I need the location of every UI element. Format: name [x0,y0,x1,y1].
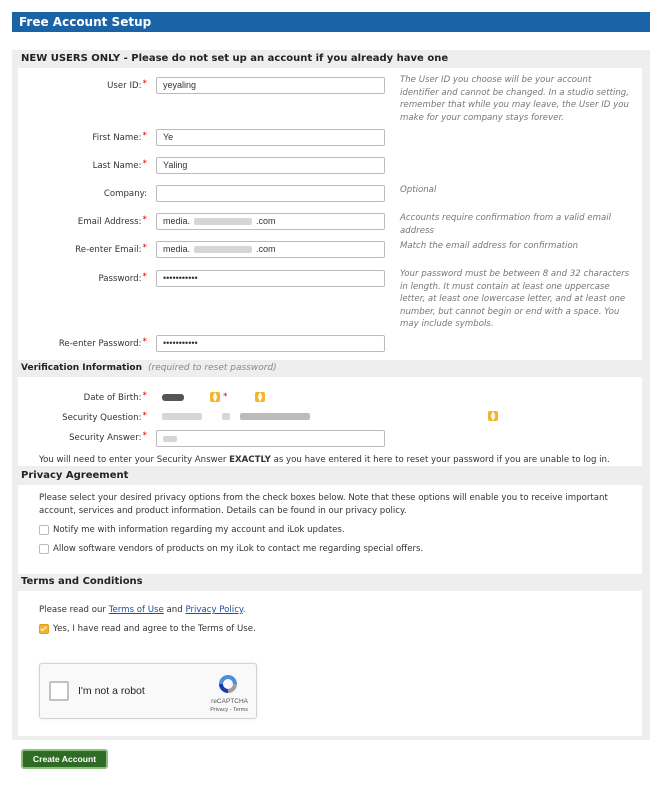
account-setup-page [12,12,650,780]
password-label: Password:* [98,272,147,284]
agree-terms-checkbox[interactable] [39,624,49,634]
user-id-label: User ID:* [107,79,147,91]
privacy-text: Please select your desired privacy options from the check boxes below. Note that these options will enable you to receive important account, services and product information. Details can be found in our privacy policy. [39,493,608,516]
vendor-offers-label[interactable]: Allow software vendors of products on my iLok to contact me regarding special offers. [53,544,424,554]
recaptcha-widget [39,663,257,719]
create-account-button[interactable]: Create Account [21,749,108,769]
redacted-text [240,413,310,420]
company-input[interactable] [156,185,385,202]
email-hint: Accounts require confirmation from a valid email address [400,213,611,236]
security-answer-input[interactable] [156,430,385,447]
security-answer-label: Security Answer:* [69,431,147,443]
terms-read-text: Please read our Terms of Use and Privacy Policy. [39,605,246,615]
user-id-hint: The User ID you choose will be your account identifier and cannot be changed. In a studio setting, remember that while you may leave, the User ID you make for your company stays forever. [400,75,629,123]
password-confirm-input[interactable]: ••••••••••• [156,335,385,352]
company-label: Company: [103,189,147,199]
verification-heading: Verification Information (required to reset password) [21,363,277,373]
email-confirm-value-start: media. [163,244,191,254]
email-input[interactable] [156,213,385,230]
recaptcha-links[interactable]: Privacy - Terms [210,707,248,713]
account-section-heading: NEW USERS ONLY - Please do not set up an account if you already have one [21,53,449,64]
password-hint: Your password must be between 8 and 32 characters in length. It must contain at least one uppercase letter, at least one lowercase letter, and at least one number, but cannot begin or end with a space. You may include symbols. [400,269,630,329]
first-name-input[interactable]: Ye [156,129,385,146]
last-name-label: Last Name:* [92,159,147,171]
email-value-end: .com [256,216,276,226]
email-confirm-value-end: .com [256,244,276,254]
vendor-offers-checkbox[interactable] [39,544,49,554]
email-value-start: media. [163,216,191,226]
redacted-text [194,246,252,253]
security-instructions: You will need to enter your Security Answer EXACTLY as you have entered it here to reset your password if you are unable to log in. [39,455,610,465]
last-name-input[interactable]: Yaling [156,157,385,174]
security-question-select[interactable] [160,411,498,424]
recaptcha-checkbox[interactable] [49,681,69,701]
select-arrow-icon: ▲ ▼ [488,411,498,421]
password-confirm-label: Re-enter Password:* [58,337,147,349]
agree-terms-label[interactable]: Yes, I have read and agree to the Terms of Use. [53,624,256,634]
privacy-heading: Privacy Agreement [21,470,129,481]
dob-label: Date of Birth:* [83,391,147,403]
terms-heading: Terms and Conditions [21,576,143,587]
recaptcha-logo-icon [217,673,239,695]
password-input[interactable]: ••••••••••• [156,270,385,287]
email-confirm-label: Re-enter Email:* [75,243,147,255]
email-label: Email Address:* [77,215,147,227]
page-title: Free Account Setup [12,12,650,32]
company-hint: Optional [400,185,437,195]
select-arrow-icon: ▲ ▼ [255,392,265,402]
notify-label[interactable]: Notify me with information regarding my account and iLok updates. [53,525,345,535]
privacy-section [12,468,650,576]
dob-month-select[interactable] [160,392,220,405]
recaptcha-label: I'm not a robot [78,685,145,697]
redacted-text [162,413,202,420]
email-confirm-input[interactable] [156,241,385,258]
user-id-input[interactable]: yeyaling [156,77,385,94]
security-question-label: Security Question:* [62,411,147,423]
redacted-text [163,436,177,442]
dob-day-select[interactable] [234,392,265,405]
email-confirm-hint: Match the email address for confirmation [400,241,579,251]
redacted-text [222,413,230,420]
first-name-label: First Name:* [92,131,147,143]
redacted-text [194,218,252,225]
required-marker: * [223,392,228,402]
terms-of-use-link[interactable]: Terms of Use [108,605,164,615]
redacted-text [162,394,184,401]
notify-checkbox[interactable] [39,525,49,535]
privacy-policy-link[interactable]: Privacy Policy [185,605,243,615]
recaptcha-brand: reCAPTCHA [211,698,248,705]
select-arrow-icon: ▲ ▼ [210,392,220,402]
